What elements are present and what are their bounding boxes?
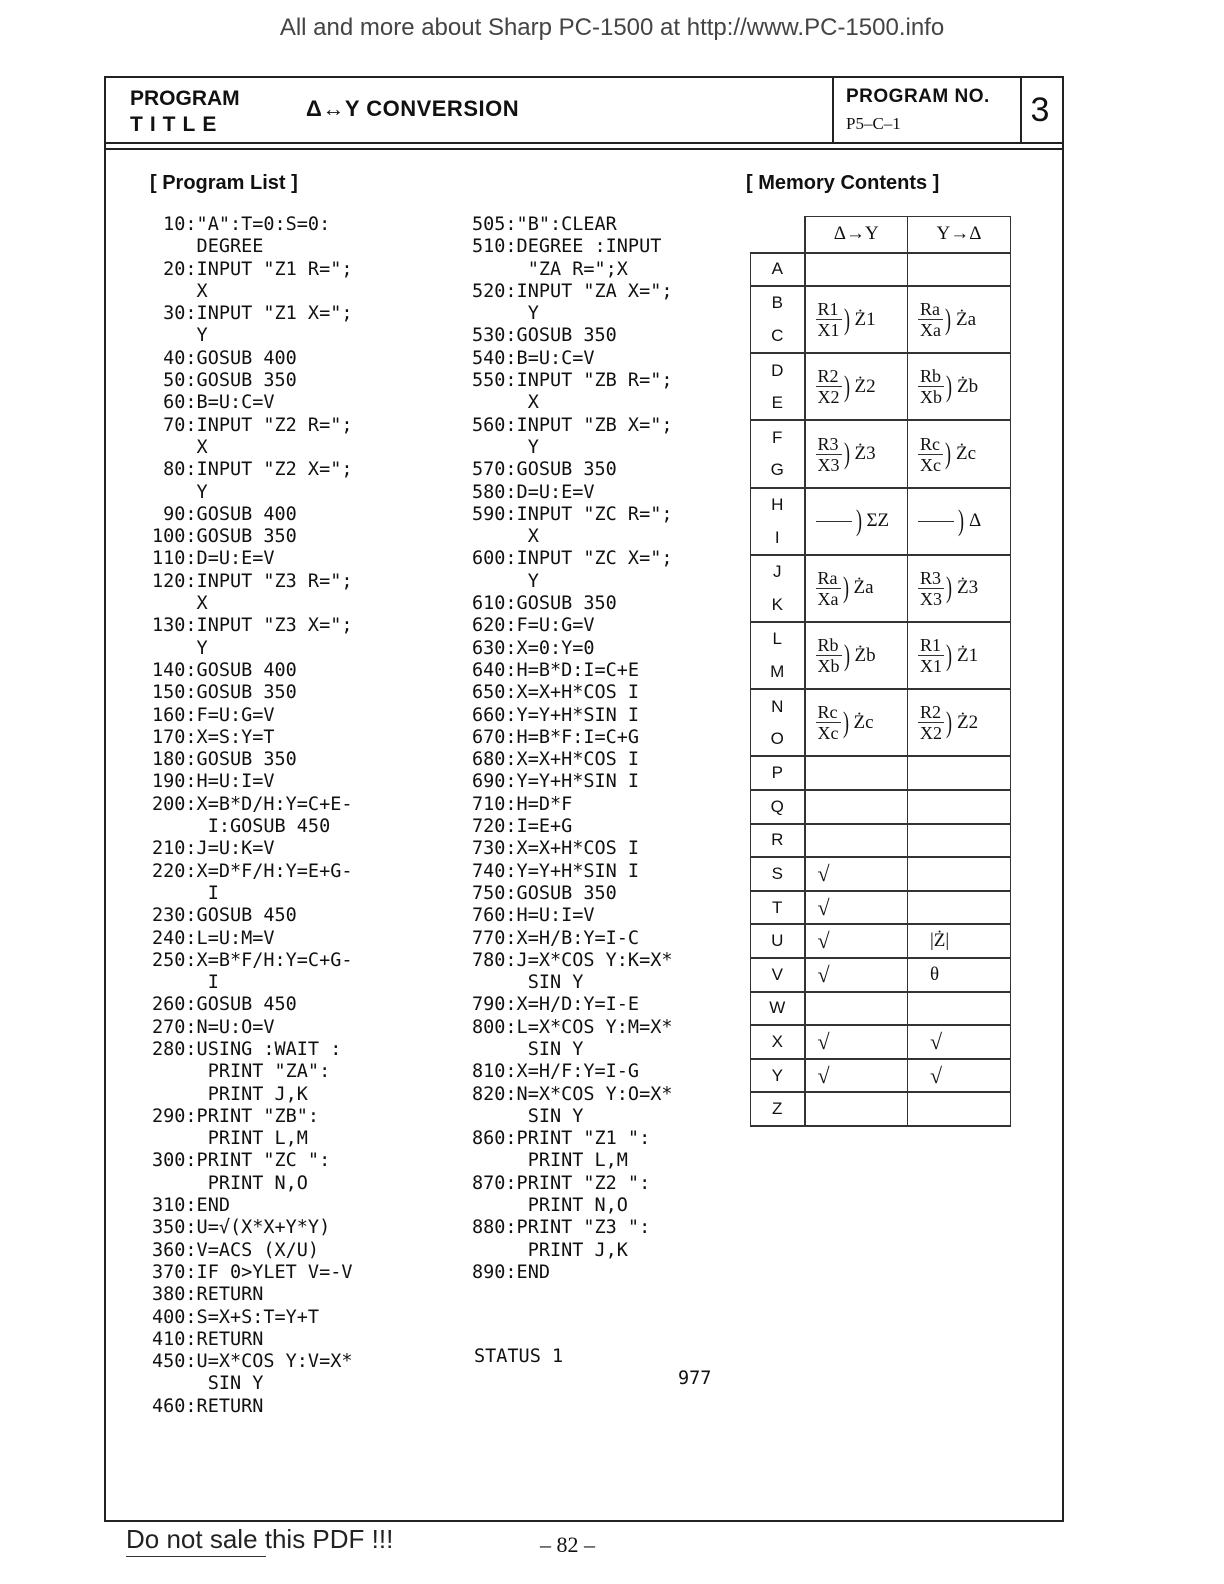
code-line: 180:GOSUB 350	[152, 749, 297, 771]
code-line: 790:X=H/D:Y=I-E	[472, 994, 640, 1016]
code-line: 800:L=X*COS Y:M=X*	[472, 1016, 673, 1038]
memory-row-z	[751, 1092, 1011, 1126]
memory-letter-h: H	[751, 488, 805, 522]
code-line: 410:RETURN	[152, 1328, 264, 1350]
code-line: 610:GOSUB 350	[472, 593, 617, 615]
program-number: P5–C–1	[846, 114, 901, 133]
code-line: 130:INPUT "Z3 X=";	[152, 615, 353, 637]
memory-cell-delta-to-y-a	[805, 253, 908, 287]
code-line: Y	[152, 637, 208, 659]
memory-row-w	[751, 992, 1011, 1026]
y-to-delta-f-impedance: Żc	[956, 443, 977, 465]
code-line: 750:GOSUB 350	[472, 882, 617, 904]
memory-letter-n: N	[751, 689, 805, 723]
code-line: 30:INPUT "Z1 X=";	[152, 303, 353, 325]
code-line: PRINT L,M	[152, 1128, 308, 1150]
code-line: 660:Y=Y+H*SIN I	[472, 704, 640, 726]
code-line: 110:D=U:E=V	[152, 548, 275, 570]
code-line: SIN Y	[472, 1038, 584, 1060]
delta-to-y-n-reactance: Xc	[817, 723, 839, 744]
memory-row-l	[751, 622, 1011, 656]
y-to-delta-n-reactance: X2	[920, 723, 942, 744]
delta-to-y-j-brace: )	[842, 571, 849, 605]
memory-header-row	[751, 217, 1011, 253]
label-title: TITLE	[130, 113, 224, 136]
code-line: 240:L=U:M=V	[152, 927, 275, 949]
code-line: 20:INPUT "Z1 R=";	[152, 258, 353, 280]
code-line: 600:INPUT "ZC X=";	[472, 548, 673, 570]
memory-cell-delta-to-y-v: √	[805, 958, 908, 992]
program-code-right	[472, 214, 672, 1284]
code-line: 360:V=ACS (X/U)	[152, 1239, 320, 1261]
memory-row-n	[751, 689, 1011, 723]
y-to-delta-f-resistance: Rc	[918, 434, 943, 455]
memory-letter-c: C	[751, 320, 805, 354]
code-line: SIN Y	[472, 972, 584, 994]
code-line: 620:F=U:G=V	[472, 615, 595, 637]
code-line: 310:END	[152, 1195, 230, 1217]
code-line: 540:B=U:C=V	[472, 347, 595, 369]
memory-row-s	[751, 857, 1011, 891]
memory-letter-b: B	[751, 286, 805, 320]
program-title: Δ↔Y CONVERSION	[306, 96, 520, 121]
y-to-delta-j-pair	[908, 568, 1010, 609]
code-line: X	[152, 280, 208, 302]
y-to-delta-j-impedance: Ż3	[957, 577, 979, 599]
footer-notice: Do not sale this PDF !!!	[126, 1524, 394, 1554]
y-to-delta-l-pair	[908, 635, 1010, 676]
code-line: PRINT L,M	[472, 1150, 628, 1172]
code-line: PRINT "ZA":	[152, 1061, 331, 1083]
memory-cell-delta-to-y-t: √	[805, 891, 908, 925]
code-line: 890:END	[472, 1261, 550, 1283]
code-line: 670:H=B*F:I=C+G	[472, 726, 640, 748]
memory-cell-y-to-delta-u: |Ż|	[908, 924, 1011, 958]
code-line: 450:U=X*COS Y:V=X*	[152, 1351, 353, 1373]
code-line: 760:H=U:I=V	[472, 905, 595, 927]
code-line: 370:IF 0>YLET V=-V	[152, 1261, 353, 1283]
delta-to-y-b-pair	[806, 299, 908, 340]
delta-to-y-d-brace: )	[843, 369, 850, 403]
y-to-delta-b-pair	[908, 299, 1010, 340]
memory-row-f	[751, 420, 1011, 454]
memory-cell-delta-to-y-n	[805, 689, 908, 756]
code-line: 220:X=D*F/H:Y=E+G-	[152, 860, 353, 882]
memory-cell-y-to-delta-p	[908, 756, 1011, 790]
memory-row-y	[751, 1059, 1011, 1093]
code-line: I:GOSUB 450	[152, 816, 331, 838]
watermark-top: All and more about Sharp PC-1500 at http://www.PC-1500.info	[279, 14, 945, 41]
memory-cell-delta-to-y-x: √	[805, 1025, 908, 1059]
delta-to-y-d-reactance: X2	[817, 387, 840, 408]
y-to-delta-d-reactance: Xb	[920, 387, 942, 408]
code-line: 580:D=U:E=V	[472, 481, 595, 503]
code-line: Y	[472, 303, 539, 325]
code-line: I	[152, 972, 219, 994]
code-line: 860:PRINT "Z1 ":	[472, 1128, 651, 1150]
delta-to-y-n-pair	[806, 702, 908, 743]
delta-to-y-j-pair	[806, 568, 908, 609]
memory-header-blank	[751, 217, 805, 253]
code-line: 170:X=S:Y=T	[152, 726, 275, 748]
memory-letter-w: W	[751, 992, 805, 1026]
code-line: X	[152, 593, 208, 615]
memory-row-x	[751, 1025, 1011, 1059]
memory-cell-delta-to-y-h	[805, 488, 908, 555]
code-line: SIN Y	[152, 1373, 264, 1395]
code-line: 200:X=B*D/H:Y=C+E-	[152, 793, 353, 815]
code-line: 520:INPUT "ZA X=";	[472, 280, 673, 302]
memory-cell-delta-to-y-q	[805, 790, 908, 824]
memory-letter-q: Q	[751, 790, 805, 824]
code-line: 80:INPUT "Z2 X=";	[152, 459, 353, 481]
code-line: 770:X=H/B:Y=I-C	[472, 927, 640, 949]
code-line: 560:INPUT "ZB X=";	[472, 414, 673, 436]
memory-contents-heading: [ Memory Contents ]	[746, 172, 940, 194]
code-line: DEGREE	[152, 236, 264, 258]
memory-cell-y-to-delta-v: θ	[908, 958, 1011, 992]
y-to-delta-d-brace: )	[946, 369, 952, 403]
delta-to-y-d-fraction	[816, 366, 842, 407]
status-line: STATUS 1	[474, 1346, 564, 1367]
memory-row-h	[751, 488, 1011, 522]
code-line: 720:I=E+G	[472, 816, 573, 838]
delta-to-y-b-brace: )	[843, 302, 850, 336]
y-to-delta-f-reactance: Xc	[920, 454, 941, 475]
y-to-delta-j-fraction	[918, 568, 944, 609]
y-to-delta-j-reactance: X3	[920, 588, 942, 609]
delta-to-y-d-pair	[806, 366, 908, 407]
code-line: 570:GOSUB 350	[472, 459, 617, 481]
delta-to-y-l-impedance: Żb	[854, 644, 876, 666]
memory-row-a	[751, 253, 1011, 287]
code-line: 70:INPUT "Z2 R=";	[152, 414, 353, 436]
delta-to-y-b-fraction	[816, 299, 842, 340]
code-line: X	[472, 526, 539, 548]
y-to-delta-n-brace: )	[946, 705, 952, 739]
y-to-delta-n-pair	[908, 702, 1010, 743]
memory-cell-y-to-delta-s	[908, 857, 1011, 891]
code-line: 270:N=U:O=V	[152, 1016, 275, 1038]
y-to-delta-f-brace: )	[945, 437, 951, 471]
y-to-delta-b-brace: )	[945, 302, 951, 336]
delta-to-y-l-resistance: Rb	[816, 635, 842, 656]
label-program: PROGRAM	[130, 87, 240, 110]
code-line: 280:USING :WAIT :	[152, 1038, 342, 1060]
code-line: 710:H=D*F	[472, 793, 573, 815]
code-line: 300:PRINT "ZC ":	[152, 1150, 331, 1172]
memory-letter-f: F	[751, 420, 805, 454]
code-line: 400:S=X+S:T=Y+T	[152, 1306, 320, 1328]
memory-header-delta-to-y: Δ→Y	[805, 217, 908, 253]
code-line: 290:PRINT "ZB":	[152, 1105, 320, 1127]
memory-cell-delta-to-y-w	[805, 992, 908, 1026]
code-line: Y	[152, 481, 208, 503]
memory-cell-y-to-delta-y: √	[908, 1059, 1011, 1093]
memory-cell-y-to-delta-t	[908, 891, 1011, 925]
delta-to-y-h-pair	[806, 506, 908, 536]
memory-cell-y-to-delta-b	[908, 286, 1011, 353]
code-line: X	[472, 392, 539, 414]
code-line: 210:J=U:K=V	[152, 838, 275, 860]
memory-letter-e: E	[751, 387, 805, 421]
y-to-delta-j-resistance: R3	[918, 568, 944, 589]
code-line: 870:PRINT "Z2 ":	[472, 1172, 651, 1194]
code-line: I	[152, 882, 219, 904]
memory-cell-delta-to-y-y: √	[805, 1059, 908, 1093]
code-line: 630:X=0:Y=0	[472, 637, 595, 659]
delta-to-y-l-pair	[806, 635, 908, 676]
sheet-number: 3	[1030, 91, 1050, 129]
y-to-delta-h-line	[918, 521, 954, 522]
y-to-delta-l-resistance: R1	[918, 635, 944, 656]
code-line: 460:RETURN	[152, 1395, 264, 1417]
code-line: 640:H=B*D:I=C+E	[472, 659, 640, 681]
code-line: 250:X=B*F/H:Y=C+G-	[152, 949, 353, 971]
memory-letter-l: L	[751, 622, 805, 656]
delta-to-y-f-pair	[806, 434, 908, 475]
code-line: 650:X=X+H*COS I	[472, 682, 640, 704]
y-to-delta-h-impedance: Δ	[969, 510, 982, 532]
memory-row-r	[751, 824, 1011, 858]
footer-underline	[126, 1556, 266, 1557]
y-to-delta-b-fraction	[918, 299, 943, 340]
delta-to-y-j-resistance: Ra	[816, 568, 841, 589]
memory-cell-delta-to-y-s: √	[805, 857, 908, 891]
code-line: 550:INPUT "ZB R=";	[472, 370, 673, 392]
header-divider	[106, 148, 1062, 150]
delta-to-y-n-resistance: Rc	[816, 702, 841, 723]
memory-letter-d: D	[751, 353, 805, 387]
program-number-label: PROGRAM NO.	[846, 86, 990, 107]
memory-cell-delta-to-y-p	[805, 756, 908, 790]
memory-row-t	[751, 891, 1011, 925]
delta-to-y-b-reactance: X1	[817, 320, 840, 341]
delta-to-y-f-resistance: R3	[816, 434, 842, 455]
memory-cell-delta-to-y-f	[805, 420, 908, 487]
memory-row-u	[751, 924, 1011, 958]
delta-to-y-f-brace: )	[843, 437, 850, 471]
memory-cell-delta-to-y-r	[805, 824, 908, 858]
y-to-delta-d-resistance: Rb	[918, 366, 944, 387]
memory-header-y-to-delta: Y→Δ	[908, 217, 1011, 253]
delta-to-y-j-impedance: Ża	[853, 577, 874, 599]
memory-cell-delta-to-y-u: √	[805, 924, 908, 958]
delta-to-y-n-brace: )	[842, 705, 849, 739]
memory-letter-p: P	[751, 756, 805, 790]
y-to-delta-b-reactance: Xa	[920, 320, 941, 341]
y-to-delta-n-impedance: Ż2	[957, 711, 979, 733]
step-count: 977	[678, 1368, 712, 1389]
delta-to-y-f-reactance: X3	[817, 454, 840, 475]
memory-cell-delta-to-y-l	[805, 622, 908, 689]
memory-cell-delta-to-y-d	[805, 353, 908, 420]
memory-letter-v: V	[751, 958, 805, 992]
y-to-delta-h-pair	[908, 506, 1010, 536]
code-line: X	[152, 436, 208, 458]
code-line: PRINT N,O	[152, 1172, 308, 1194]
delta-to-y-d-impedance: Ż2	[854, 375, 876, 397]
code-line: 100:GOSUB 350	[152, 526, 297, 548]
program-title-label	[130, 86, 240, 138]
code-line: 260:GOSUB 450	[152, 994, 297, 1016]
memory-cell-y-to-delta-d	[908, 353, 1011, 420]
memory-table	[750, 216, 1011, 1127]
y-to-delta-n-resistance: R2	[918, 702, 944, 723]
code-line: 150:GOSUB 350	[152, 682, 297, 704]
memory-row-q	[751, 790, 1011, 824]
memory-letter-r: R	[751, 824, 805, 858]
memory-cell-y-to-delta-z	[908, 1092, 1011, 1126]
y-to-delta-h-brace: )	[958, 504, 964, 538]
delta-to-y-h-brace: )	[855, 504, 862, 538]
code-line: 380:RETURN	[152, 1284, 264, 1306]
program-code-left	[152, 214, 352, 1418]
delta-to-y-j-reactance: Xa	[817, 588, 839, 609]
memory-row-b	[751, 286, 1011, 320]
memory-letter-k: K	[751, 588, 805, 622]
code-line: 140:GOSUB 400	[152, 659, 297, 681]
memory-row-d	[751, 353, 1011, 387]
y-to-delta-d-pair	[908, 366, 1010, 407]
code-line: 690:Y=Y+H*SIN I	[472, 771, 640, 793]
delta-to-y-l-fraction	[816, 635, 842, 676]
code-line: 780:J=X*COS Y:K=X*	[472, 949, 673, 971]
code-line: 230:GOSUB 450	[152, 905, 297, 927]
program-sheet	[104, 76, 1064, 1522]
code-line: SIN Y	[472, 1105, 584, 1127]
code-line: 50:GOSUB 350	[152, 370, 297, 392]
code-line: 120:INPUT "Z3 R=";	[152, 570, 353, 592]
memory-cell-y-to-delta-x: √	[908, 1025, 1011, 1059]
memory-cell-y-to-delta-f	[908, 420, 1011, 487]
code-line: 505:"B":CLEAR	[472, 214, 617, 235]
memory-letter-a: A	[751, 253, 805, 287]
code-line: 880:PRINT "Z3 ":	[472, 1217, 651, 1239]
code-line: 740:Y=Y+H*SIN I	[472, 860, 640, 882]
code-line: 40:GOSUB 400	[152, 347, 297, 369]
memory-letter-g: G	[751, 454, 805, 488]
memory-letter-t: T	[751, 891, 805, 925]
y-to-delta-l-fraction	[918, 635, 944, 676]
y-to-delta-f-pair	[908, 434, 1010, 475]
y-to-delta-b-resistance: Ra	[918, 299, 943, 320]
memory-cell-y-to-delta-r	[908, 824, 1011, 858]
delta-to-y-l-brace: )	[843, 638, 850, 672]
memory-letter-s: S	[751, 857, 805, 891]
memory-letter-m: M	[751, 656, 805, 690]
code-line: 160:F=U:G=V	[152, 704, 275, 726]
memory-cell-y-to-delta-l	[908, 622, 1011, 689]
delta-to-y-n-impedance: Żc	[853, 711, 874, 733]
delta-to-y-n-fraction	[816, 702, 841, 743]
delta-to-y-d-resistance: R2	[816, 366, 842, 387]
memory-letter-y: Y	[751, 1059, 805, 1093]
memory-cell-y-to-delta-j	[908, 555, 1011, 622]
delta-to-y-j-fraction	[816, 568, 841, 609]
y-to-delta-f-fraction	[918, 434, 943, 475]
program-number-box	[832, 78, 1022, 142]
code-line: PRINT J,K	[472, 1239, 628, 1261]
program-list-heading: [ Program List ]	[150, 172, 298, 194]
memory-cell-y-to-delta-q	[908, 790, 1011, 824]
memory-letter-x: X	[751, 1025, 805, 1059]
delta-to-y-h-line	[816, 521, 852, 522]
memory-letter-i: I	[751, 521, 805, 555]
delta-to-y-h-impedance: ΣZ	[866, 510, 890, 532]
memory-letter-z: Z	[751, 1092, 805, 1126]
memory-letter-j: J	[751, 555, 805, 589]
memory-cell-delta-to-y-b	[805, 286, 908, 353]
code-line: Y	[472, 570, 539, 592]
delta-to-y-l-reactance: Xb	[817, 656, 840, 677]
y-to-delta-l-brace: )	[946, 638, 952, 672]
memory-cell-y-to-delta-h	[908, 488, 1011, 555]
memory-row-v	[751, 958, 1011, 992]
code-line: PRINT J,K	[152, 1083, 308, 1105]
memory-row-p	[751, 756, 1011, 790]
code-line: 510:DEGREE :INPUT	[472, 236, 662, 258]
memory-cell-y-to-delta-w	[908, 992, 1011, 1026]
code-line: 730:X=X+H*COS I	[472, 838, 640, 860]
memory-cell-delta-to-y-j	[805, 555, 908, 622]
code-line: 90:GOSUB 400	[152, 503, 297, 525]
code-line: 10:"A":T=0:S=0:	[152, 214, 331, 235]
program-header	[106, 78, 1062, 144]
y-to-delta-l-reactance: X1	[920, 656, 942, 677]
delta-to-y-b-impedance: Ż1	[854, 308, 876, 330]
code-line: 530:GOSUB 350	[472, 325, 617, 347]
code-line: 590:INPUT "ZC R=";	[472, 503, 673, 525]
delta-to-y-b-resistance: R1	[816, 299, 842, 320]
code-line: 810:X=H/F:Y=I-G	[472, 1061, 640, 1083]
y-to-delta-d-fraction	[918, 366, 944, 407]
code-line: 820:N=X*COS Y:O=X*	[472, 1083, 673, 1105]
code-line: Y	[152, 325, 208, 347]
memory-cell-y-to-delta-a	[908, 253, 1011, 287]
code-line: 680:X=X+H*COS I	[472, 749, 640, 771]
code-line: Y	[472, 436, 539, 458]
memory-row-j	[751, 555, 1011, 589]
y-to-delta-b-impedance: Ża	[956, 308, 977, 330]
memory-letter-o: O	[751, 723, 805, 757]
code-line: 350:U=√(X*X+Y*Y)	[152, 1217, 331, 1239]
memory-cell-y-to-delta-n	[908, 689, 1011, 756]
y-to-delta-l-impedance: Ż1	[957, 644, 979, 666]
code-line: 60:B=U:C=V	[152, 392, 275, 414]
y-to-delta-n-fraction	[918, 702, 944, 743]
code-line: 190:H=U:I=V	[152, 771, 275, 793]
code-line: PRINT N,O	[472, 1195, 628, 1217]
page-number: – 82 –	[540, 1532, 595, 1557]
memory-letter-u: U	[751, 924, 805, 958]
y-to-delta-j-brace: )	[946, 571, 952, 605]
delta-to-y-f-fraction	[816, 434, 842, 475]
memory-cell-delta-to-y-z	[805, 1092, 908, 1126]
code-line: "ZA R=";X	[472, 258, 628, 280]
delta-to-y-f-impedance: Ż3	[854, 443, 876, 465]
y-to-delta-d-impedance: Żb	[957, 375, 979, 397]
